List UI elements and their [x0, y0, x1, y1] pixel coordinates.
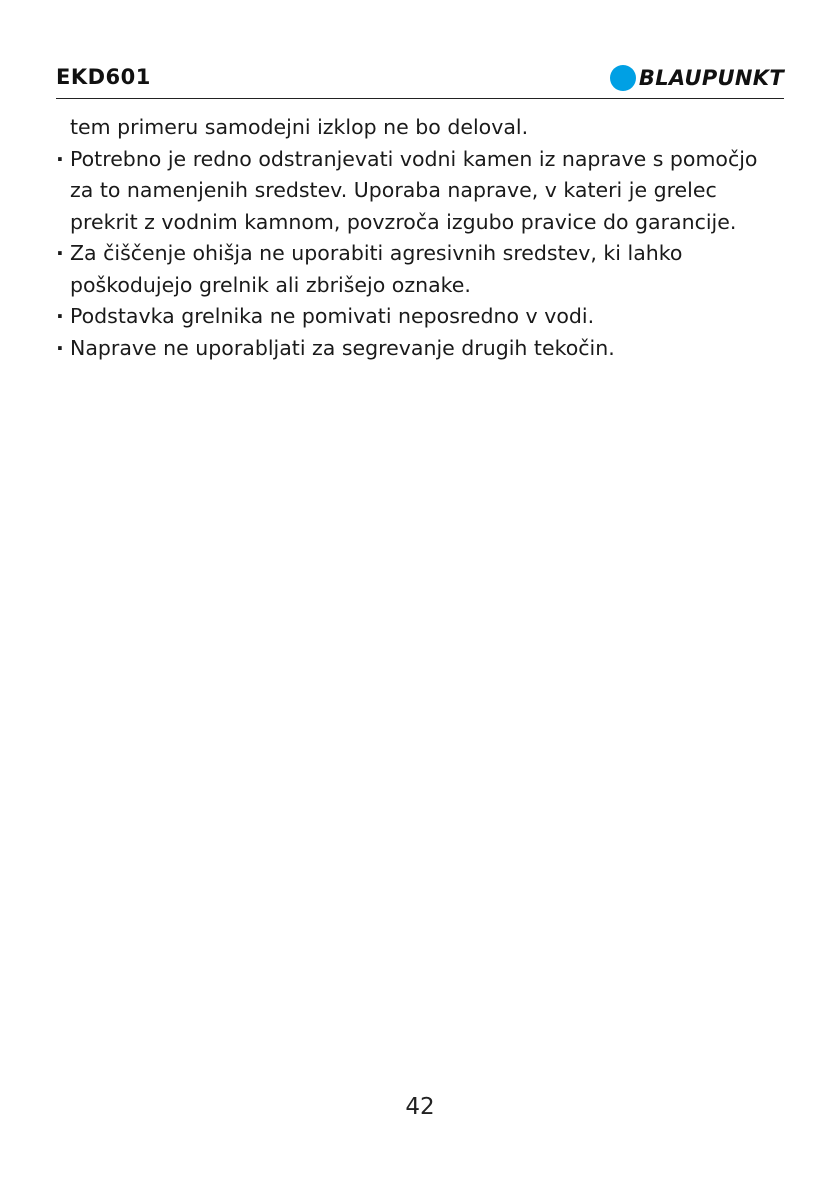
page-header — [56, 62, 784, 99]
brand-name: BLAUPUNKT — [638, 66, 784, 90]
list-item-cleaning: · Za čiščenje ohišja ne uporabiti agresivnih sredstev, ki lahko poškodujejo grelnik ali zbrišejo oznake. — [56, 238, 786, 301]
list-item-other-liquids: · Naprave ne uporabljati za segrevanje drugih tekočin. — [56, 333, 786, 365]
brand-logo — [610, 64, 784, 92]
list-item-base-washing: · Podstavka grelnika ne pomivati neposredno v vodi. — [56, 301, 786, 333]
brand-dot-icon — [610, 65, 636, 91]
continuation-text: tem primeru samodejni izklop ne bo deloval. — [70, 115, 529, 139]
page-number: 42 — [405, 1094, 435, 1120]
model-number: EKD601 — [56, 65, 151, 89]
instructions-list — [56, 112, 786, 364]
list-item-descaling: · Potrebno je redno odstranjevati vodni kamen iz naprave s pomočjo za to namenjenih sredstev. Uporaba naprave, v kateri je grelec prekrit z vodnim kamnom, povzroča izgubo pravice do garancije. — [56, 144, 786, 239]
